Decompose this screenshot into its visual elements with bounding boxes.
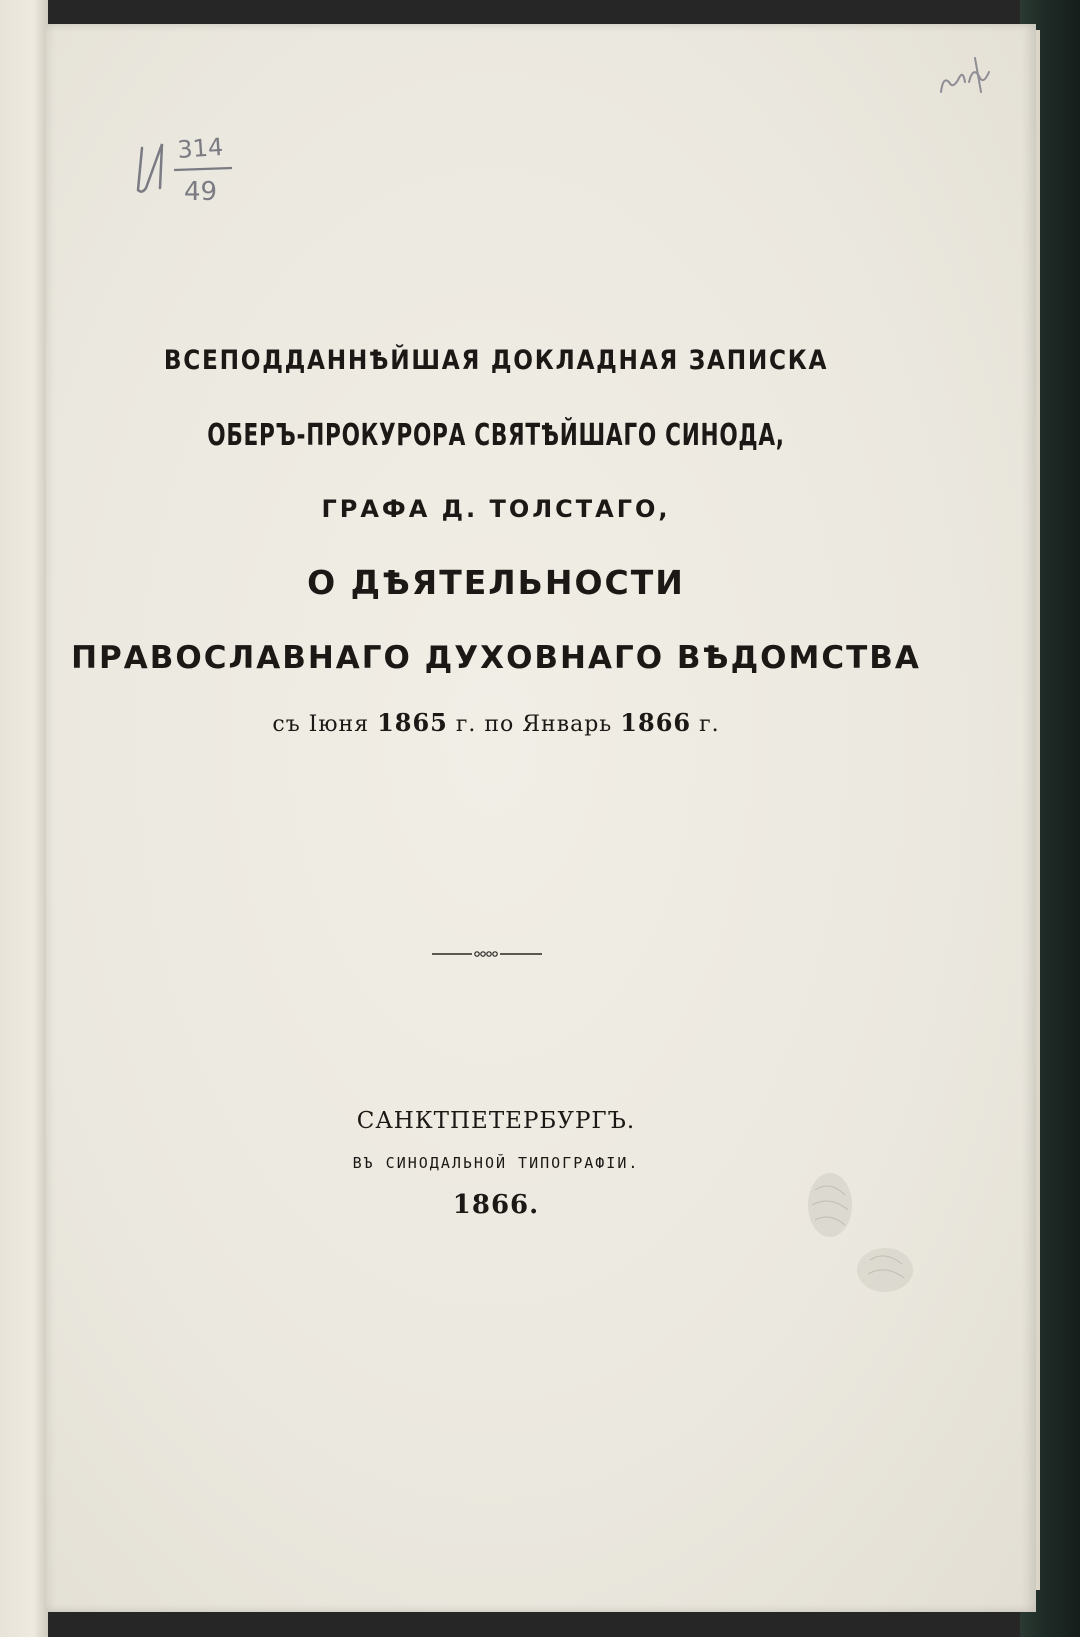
imprint-year: 1866. — [452, 1190, 540, 1220]
title-line-3: ГРАФА Д. ТОЛСТАГО, — [321, 495, 671, 523]
title-line-4: О ДѢЯТЕЛЬНОСТИ — [307, 563, 685, 602]
facing-page-edge — [0, 0, 48, 1637]
date-range-year-2: 1866 — [620, 708, 692, 737]
title-line-1: ВСЕПОДДАННѢЙШАЯ ДОКЛАДНАЯ ЗАПИСКА — [163, 345, 829, 376]
title-page — [46, 24, 1036, 1612]
date-range-line — [46, 708, 946, 737]
ornament-divider — [432, 947, 542, 961]
date-range-text-2: г. по Январь — [455, 712, 613, 737]
date-range-text-3: г. — [699, 712, 720, 737]
title-line-5: ПРАВОСЛАВНАГО ДУХОВНАГО ВѢДОМСТВА — [71, 640, 921, 676]
svg-text:49: 49 — [184, 177, 218, 207]
imprint-city: САНКТПЕТЕРБУРГЪ. — [356, 1108, 636, 1134]
handwritten-corner-mark — [935, 52, 995, 102]
fingerprint-smudge — [790, 1160, 940, 1310]
handwritten-call-number — [132, 130, 242, 210]
date-range-year-1: 1865 — [377, 708, 448, 737]
title-line-2: ОБЕРЪ-ПРОКУРОРА СВЯТѢЙШАГО СИНОДА, — [207, 418, 785, 453]
imprint-press: ВЪ СИНОДАЛЬНОЙ ТИПОГРАФІИ. — [352, 1154, 640, 1172]
date-range-text-1: съ Іюня — [272, 712, 370, 737]
svg-text:314: 314 — [176, 132, 225, 164]
title-block — [46, 345, 946, 737]
